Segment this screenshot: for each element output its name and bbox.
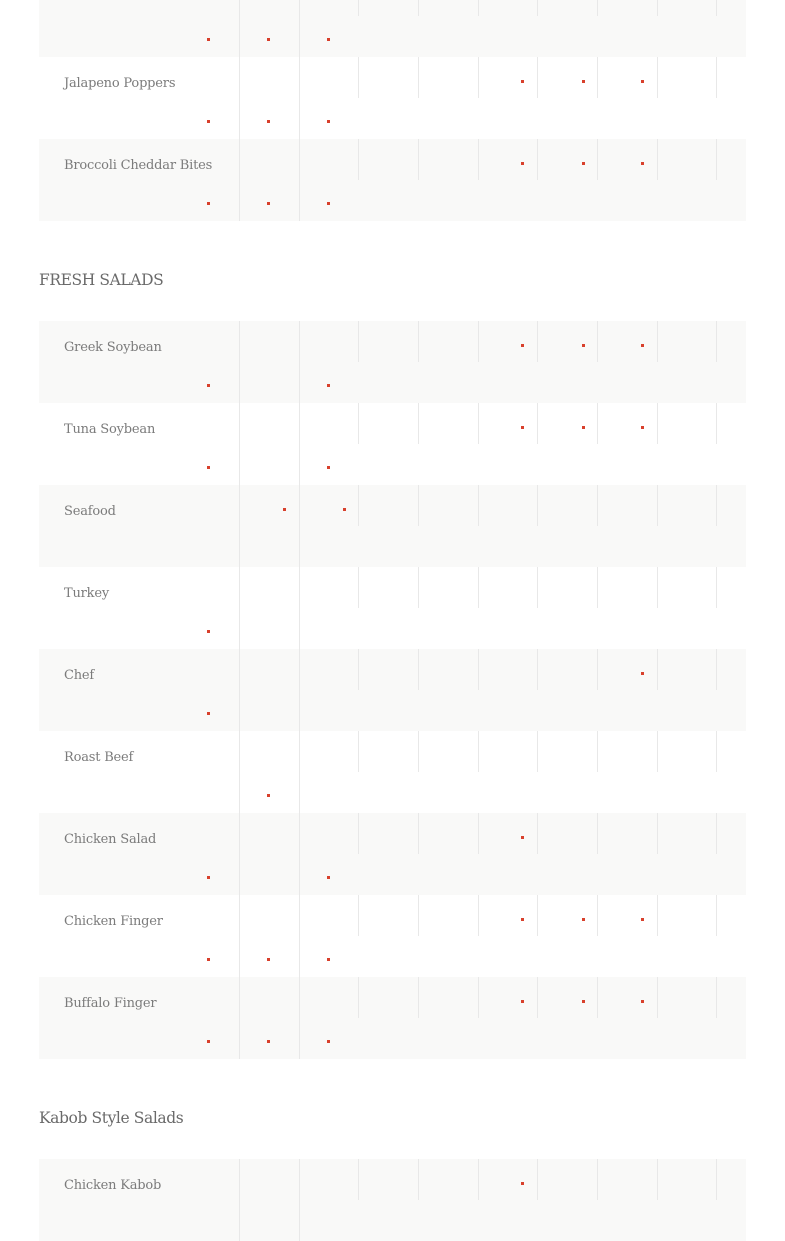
grid-line	[716, 1159, 717, 1200]
grid-line	[299, 567, 300, 649]
indicator-dot	[641, 672, 644, 675]
grid-line	[299, 1159, 300, 1241]
indicator-dot	[582, 426, 585, 429]
grid-line	[358, 485, 359, 526]
grid-line	[478, 567, 479, 608]
indicator-dot	[267, 794, 270, 797]
grid-line	[597, 403, 598, 444]
grid-line	[299, 649, 300, 731]
indicator-dot	[207, 384, 210, 387]
section-heading: FRESH SALADS	[39, 271, 164, 289]
grid-line	[358, 649, 359, 690]
item-name: Turkey	[64, 586, 109, 601]
grid-line	[597, 485, 598, 526]
indicator-dot	[207, 202, 210, 205]
indicator-dot	[267, 1040, 270, 1043]
grid-line	[299, 485, 300, 567]
grid-line	[716, 813, 717, 854]
item-name: Chicken Finger	[64, 914, 163, 929]
table-row	[39, 139, 746, 221]
grid-line	[716, 139, 717, 180]
grid-line	[716, 57, 717, 98]
grid-line	[597, 0, 598, 16]
grid-line	[239, 0, 240, 57]
grid-line	[239, 649, 240, 731]
grid-line	[478, 731, 479, 772]
grid-line	[418, 485, 419, 526]
indicator-dot	[327, 876, 330, 879]
grid-line	[657, 139, 658, 180]
grid-line	[299, 0, 300, 57]
indicator-dot	[207, 38, 210, 41]
grid-line	[418, 1159, 419, 1200]
indicator-dot	[283, 508, 286, 511]
grid-line	[239, 567, 240, 649]
grid-line	[239, 895, 240, 977]
indicator-dot	[582, 162, 585, 165]
item-name: Roast Beef	[64, 750, 134, 765]
indicator-dot	[327, 1040, 330, 1043]
table-row	[39, 321, 746, 403]
grid-line	[358, 0, 359, 16]
indicator-dot	[641, 162, 644, 165]
item-name: Chef	[64, 668, 95, 683]
indicator-dot	[207, 958, 210, 961]
grid-line	[239, 139, 240, 221]
grid-line	[299, 813, 300, 895]
grid-line	[537, 57, 538, 98]
grid-line	[239, 321, 240, 403]
grid-line	[716, 485, 717, 526]
grid-line	[418, 57, 419, 98]
grid-line	[657, 485, 658, 526]
grid-line	[478, 1159, 479, 1200]
indicator-dot	[521, 344, 524, 347]
grid-line	[716, 649, 717, 690]
indicator-dot	[343, 508, 346, 511]
grid-line	[537, 731, 538, 772]
grid-line	[597, 57, 598, 98]
grid-line	[239, 57, 240, 139]
table-row	[39, 567, 746, 649]
grid-line	[537, 485, 538, 526]
item-name: Chicken Salad	[64, 832, 157, 847]
indicator-dot	[207, 120, 210, 123]
grid-line	[657, 977, 658, 1018]
grid-line	[478, 649, 479, 690]
item-name: Seafood	[64, 504, 116, 519]
grid-line	[657, 813, 658, 854]
indicator-dot	[521, 918, 524, 921]
grid-line	[478, 403, 479, 444]
table-row	[39, 403, 746, 485]
indicator-dot	[207, 466, 210, 469]
indicator-dot	[267, 202, 270, 205]
indicator-dot	[582, 1000, 585, 1003]
table-row	[39, 895, 746, 977]
grid-line	[478, 57, 479, 98]
grid-line	[418, 139, 419, 180]
grid-line	[418, 895, 419, 936]
indicator-dot	[267, 958, 270, 961]
indicator-dot	[327, 384, 330, 387]
indicator-dot	[582, 344, 585, 347]
grid-line	[478, 977, 479, 1018]
indicator-dot	[327, 38, 330, 41]
indicator-dot	[641, 426, 644, 429]
grid-line	[537, 649, 538, 690]
grid-line	[537, 139, 538, 180]
grid-line	[239, 403, 240, 485]
grid-line	[418, 321, 419, 362]
indicator-dot	[207, 712, 210, 715]
grid-line	[418, 0, 419, 16]
grid-line	[597, 813, 598, 854]
indicator-dot	[207, 876, 210, 879]
grid-line	[657, 649, 658, 690]
grid-line	[657, 57, 658, 98]
grid-line	[299, 321, 300, 403]
grid-line	[597, 977, 598, 1018]
grid-line	[716, 403, 717, 444]
table-row	[39, 813, 746, 895]
grid-line	[716, 567, 717, 608]
grid-line	[716, 731, 717, 772]
grid-line	[537, 403, 538, 444]
grid-line	[418, 649, 419, 690]
grid-line	[358, 731, 359, 772]
item-name: Chicken Kabob	[64, 1178, 162, 1193]
grid-line	[716, 977, 717, 1018]
grid-line	[299, 57, 300, 139]
grid-line	[418, 567, 419, 608]
grid-line	[299, 731, 300, 813]
grid-line	[597, 321, 598, 362]
grid-line	[239, 731, 240, 813]
grid-line	[657, 403, 658, 444]
grid-line	[537, 321, 538, 362]
grid-line	[716, 895, 717, 936]
grid-line	[418, 977, 419, 1018]
table-row	[39, 649, 746, 731]
grid-line	[299, 403, 300, 485]
indicator-dot	[327, 958, 330, 961]
section-heading: Kabob Style Salads	[39, 1109, 184, 1127]
grid-line	[358, 895, 359, 936]
indicator-dot	[521, 1000, 524, 1003]
indicator-dot	[267, 120, 270, 123]
grid-line	[358, 977, 359, 1018]
grid-line	[299, 977, 300, 1059]
grid-line	[597, 895, 598, 936]
grid-line	[478, 321, 479, 362]
indicator-dot	[207, 630, 210, 633]
grid-line	[537, 813, 538, 854]
grid-line	[657, 731, 658, 772]
grid-line	[239, 1159, 240, 1241]
grid-line	[239, 485, 240, 567]
grid-line	[597, 139, 598, 180]
grid-line	[239, 813, 240, 895]
grid-line	[657, 1159, 658, 1200]
indicator-dot	[521, 426, 524, 429]
grid-line	[239, 977, 240, 1059]
table-row	[39, 0, 746, 57]
item-name: Jalapeno Poppers	[64, 76, 176, 91]
indicator-dot	[521, 1182, 524, 1185]
grid-line	[418, 813, 419, 854]
grid-line	[537, 895, 538, 936]
indicator-dot	[641, 344, 644, 347]
grid-line	[537, 567, 538, 608]
item-name: Greek Soybean	[64, 340, 162, 355]
indicator-dot	[327, 120, 330, 123]
grid-line	[478, 0, 479, 16]
indicator-dot	[327, 466, 330, 469]
grid-line	[358, 321, 359, 362]
table-row	[39, 57, 746, 139]
indicator-dot	[521, 836, 524, 839]
grid-line	[418, 403, 419, 444]
grid-line	[597, 567, 598, 608]
item-name: Buffalo Finger	[64, 996, 157, 1011]
table-row	[39, 731, 746, 813]
grid-line	[358, 1159, 359, 1200]
table-row	[39, 1159, 746, 1241]
grid-line	[358, 57, 359, 98]
grid-line	[537, 977, 538, 1018]
indicator-dot	[582, 80, 585, 83]
indicator-dot	[521, 80, 524, 83]
grid-line	[537, 1159, 538, 1200]
grid-line	[537, 0, 538, 16]
grid-line	[657, 895, 658, 936]
grid-line	[418, 731, 419, 772]
indicator-dot	[207, 1040, 210, 1043]
grid-line	[657, 321, 658, 362]
table-row	[39, 485, 746, 567]
item-name: Tuna Soybean	[64, 422, 156, 437]
grid-line	[597, 1159, 598, 1200]
indicator-dot	[641, 918, 644, 921]
grid-line	[657, 0, 658, 16]
grid-line	[597, 731, 598, 772]
indicator-dot	[582, 918, 585, 921]
grid-line	[657, 567, 658, 608]
grid-line	[358, 139, 359, 180]
grid-line	[478, 139, 479, 180]
indicator-dot	[641, 80, 644, 83]
table-row	[39, 977, 746, 1059]
grid-line	[478, 485, 479, 526]
grid-line	[299, 139, 300, 221]
grid-line	[299, 895, 300, 977]
grid-line	[716, 0, 717, 16]
item-name: Broccoli Cheddar Bites	[64, 158, 213, 173]
indicator-dot	[267, 38, 270, 41]
grid-line	[358, 403, 359, 444]
indicator-dot	[521, 162, 524, 165]
indicator-dot	[327, 202, 330, 205]
grid-line	[597, 649, 598, 690]
grid-line	[716, 321, 717, 362]
grid-line	[478, 895, 479, 936]
grid-line	[358, 813, 359, 854]
grid-line	[358, 567, 359, 608]
indicator-dot	[641, 1000, 644, 1003]
grid-line	[478, 813, 479, 854]
